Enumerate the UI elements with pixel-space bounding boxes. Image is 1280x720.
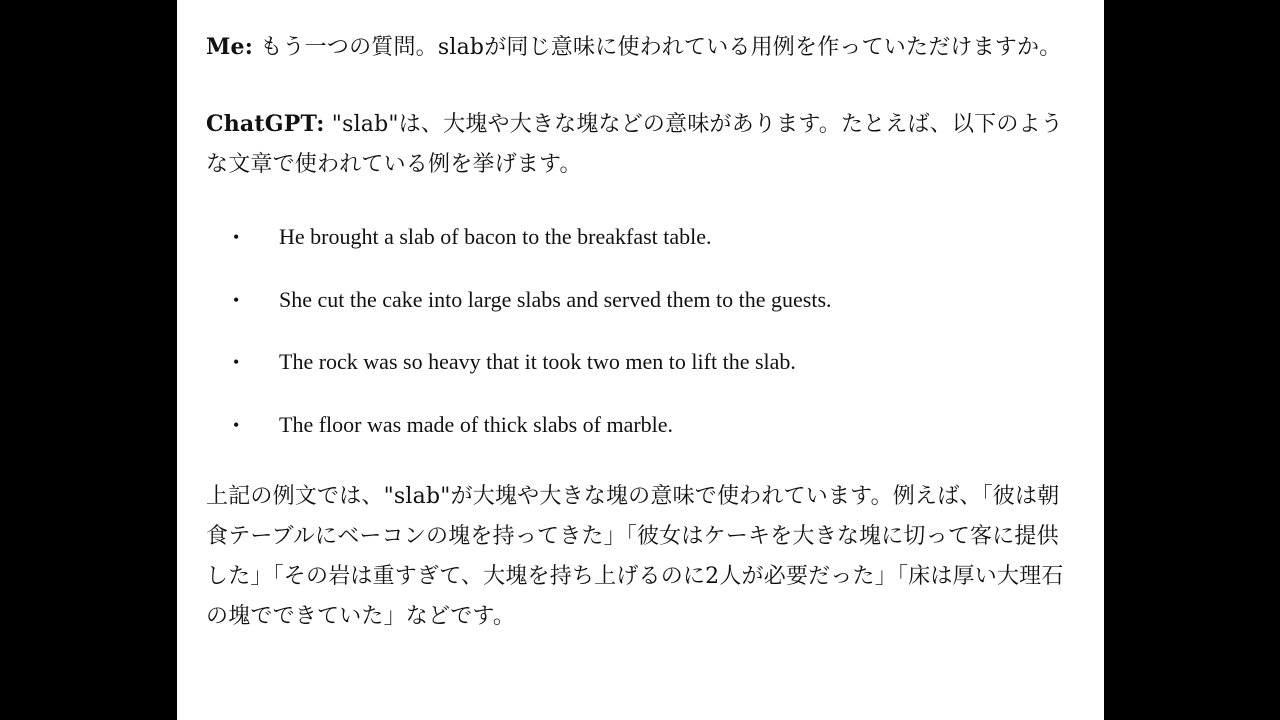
- conclusion-paragraph: 上記の例文では、"slab"が大塊や大きな塊の意味で使われています。例えば、「彼は朝食テーブルにベーコンの塊を持ってきた」「彼女はケーキを大きな塊に切って客に提供した」「その岩は重すぎて、大塊を持ち上げるのに2人が必要だった」「床は厚い大理石の塊でできていた」などです。: [206, 484, 1064, 629]
- list-item: [206, 342, 1074, 405]
- list-item: [206, 280, 1074, 343]
- document-page: [177, 0, 1104, 720]
- example-sentence: She cut the cake into large slabs and served them to the guests.: [279, 286, 832, 312]
- spacer: [206, 68, 1074, 104]
- question-paragraph: [206, 27, 1074, 68]
- spacer: [206, 185, 1074, 217]
- example-list: [206, 217, 1074, 467]
- question-text: もう一つの質問。slabが同じ意味に使われている用例を作っていただけますか。: [253, 35, 1062, 60]
- bullet-icon: •: [233, 289, 240, 310]
- bullet-icon: •: [233, 227, 240, 247]
- answer-paragraph: [206, 104, 1074, 185]
- list-item: [206, 405, 1074, 468]
- example-sentence: He brought a slab of bacon to the breakfast table.: [279, 224, 712, 249]
- list-item: [206, 217, 1074, 280]
- bullet-icon: •: [233, 414, 240, 435]
- answer-speaker: ChatGPT:: [206, 111, 325, 137]
- question-speaker: Me:: [206, 34, 254, 60]
- example-sentence: The rock was so heavy that it took two men to lift the slab.: [279, 349, 796, 374]
- bullet-icon: •: [233, 352, 240, 372]
- answer-text: "slab"は、大塊や大きな塊などの意味があります。たとえば、以下のような文章で使われている例を挙げます。: [206, 112, 1063, 177]
- example-sentence: The floor was made of thick slabs of marble.: [279, 411, 674, 437]
